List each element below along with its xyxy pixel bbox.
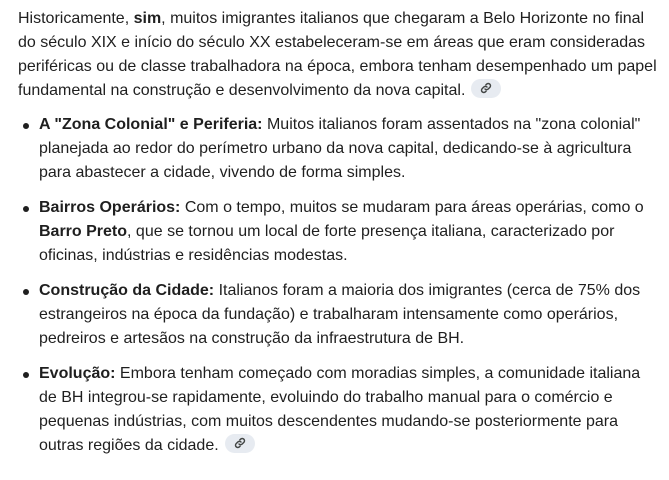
source-link-chip[interactable] <box>225 434 255 453</box>
item-text-cont: , que se tornou um local de forte presença italiana, caracterizado por oficinas, indústrias e residências modestas. <box>39 223 615 264</box>
source-link-chip[interactable] <box>471 79 501 98</box>
bullet-dot <box>23 123 29 129</box>
list-item <box>18 279 660 351</box>
bullet-dot <box>23 206 29 212</box>
link-icon <box>234 437 246 449</box>
item-text: Com o tempo, muitos se mudaram para áreas operárias, como o <box>180 199 644 216</box>
list-item <box>18 362 660 458</box>
intro-text-after: , muitos imigrantes italianos que chegaram a Belo Horizonte no final do século XIX e início do século XX estabeleceram-se em áreas que eram consideradas periféricas ou de classe trabalhadora na época, embora tenham desempenhado um papel fundamental na construção e desenvolvimento da nova capital. <box>18 10 657 99</box>
bullet-dot <box>23 289 29 295</box>
intro-bold: sim <box>133 10 162 27</box>
item-text: Italianos foram a maioria dos imigrantes (cerca de 75% dos estrangeiros na época da fundação) e trabalharam intensamente como operários, pedreiros e artesãos na construção da infraestrutura de BH. <box>39 282 641 347</box>
bullet-list <box>18 113 660 458</box>
item-text: Muitos italianos foram assentados na "zona colonial" planejada ao redor do perímetro urbano da nova capital, dedicando-se à agricultura para abastecer a cidade, vivendo de forma simples. <box>39 116 641 181</box>
item-title: Construção da Cidade: <box>39 282 215 299</box>
bullet-dot <box>23 372 29 378</box>
item-title: A "Zona Colonial" e Periferia: <box>39 116 263 133</box>
link-icon <box>480 82 492 94</box>
list-item <box>18 196 660 268</box>
item-bold-term: Barro Preto <box>39 223 128 240</box>
item-title: Evolução: <box>39 365 116 382</box>
intro-paragraph <box>18 7 660 103</box>
response-content <box>18 7 660 469</box>
intro-text-before: Historicamente, <box>18 10 134 27</box>
item-title: Bairros Operários: <box>39 199 181 216</box>
item-text: Embora tenham começado com moradias simples, a comunidade italiana de BH integrou-se rapidamente, evoluindo do trabalho manual para o comércio e pequenas indústrias, com muitos descendentes mudando-se posteriormente para outras regiões da cidade. <box>39 365 641 454</box>
list-item <box>18 113 660 185</box>
